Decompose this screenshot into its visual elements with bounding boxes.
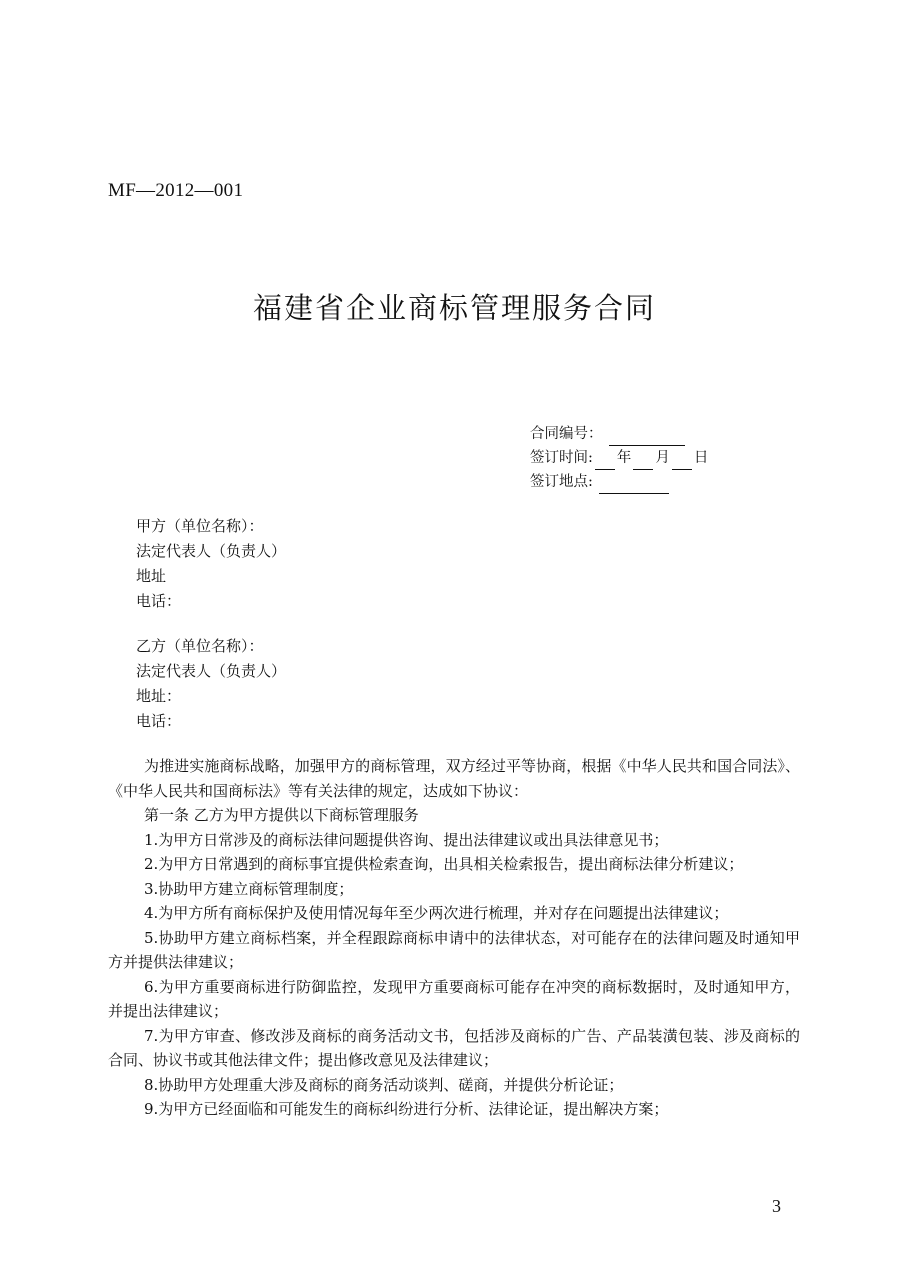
party-b-representative: 法定代表人（负责人）	[136, 662, 287, 680]
service-item-1: 1.为甲方日常涉及的商标法律问题提供咨询、提出法律建议或出具法律意见书；	[144, 830, 669, 849]
party-b-phone: 电话：	[136, 712, 182, 730]
contract-body	[108, 754, 800, 1122]
service-item-8: 8.协助甲方处理重大涉及商标的商务活动谈判、磋商，并提供分析论证；	[144, 1075, 624, 1094]
contract-meta	[530, 422, 708, 494]
sign-time-label: 签订时间:	[530, 450, 593, 466]
article-1-heading: 第一条 乙方为甲方提供以下商标管理服务	[144, 806, 419, 824]
service-item-5: 5.协助甲方建立商标档案，并全程跟踪商标申请中的法律状态，对可能存在的法律问题及时通知甲方并提供法律建议；	[108, 928, 800, 971]
year-blank	[595, 454, 615, 470]
service-item-6: 6.为甲方重要商标进行防御监控，发现甲方重要商标可能存在冲突的商标数据时，及时通知甲方，并提出法律建议；	[108, 977, 800, 1020]
intro-paragraph: 为推进实施商标战略，加强甲方的商标管理，双方经过平等协商，根据《中华人民共和国合同法》、《中华人民共和国商标法》等有关法律的规定，达成如下协议：	[108, 757, 800, 800]
service-item-2: 2.为甲方日常遇到的商标事宜提供检索查询，出具相关检索报告，提出商标法律分析建议；	[144, 855, 744, 873]
party-a-name: 甲方（单位名称）：	[136, 517, 264, 535]
party-a-address: 地址	[136, 567, 167, 585]
sign-place-label: 签订地点:	[530, 474, 593, 490]
day-blank	[672, 454, 692, 470]
service-item-3: 3.协助甲方建立商标管理制度；	[144, 879, 354, 898]
page-number: 3	[772, 1196, 781, 1216]
party-b-block	[136, 634, 286, 734]
sign-place-row	[530, 470, 708, 494]
month-label: 月	[655, 450, 670, 466]
contract-number-blank	[609, 430, 685, 446]
party-a-phone: 电话：	[136, 592, 182, 610]
contract-number-row	[530, 422, 708, 446]
document-code: MF—2012—001	[108, 180, 244, 201]
month-blank	[633, 454, 653, 470]
party-a-block	[136, 514, 286, 614]
service-item-9: 9.为甲方已经面临和可能发生的商标纠纷进行分析、法律论证，提出解决方案；	[144, 1100, 669, 1118]
sign-time-row	[530, 446, 708, 470]
contract-number-label: 合同编号：	[530, 426, 603, 442]
year-label: 年	[616, 450, 632, 466]
sign-place-blank	[599, 478, 669, 494]
party-a-representative: 法定代表人（负责人）	[136, 542, 287, 560]
party-b-name: 乙方（单位名称）：	[136, 637, 264, 655]
contract-title: 福建省企业商标管理服务合同	[252, 291, 656, 325]
party-b-address: 地址：	[136, 687, 182, 705]
service-item-7: 7.为甲方审查、修改涉及商标的商务活动文书，包括涉及商标的广告、产品装潢包装、涉及商标的合同、协议书或其他法律文件；提出修改意见及法律建议；	[108, 1026, 800, 1069]
service-item-4: 4.为甲方所有商标保护及使用情况每年至少两次进行梳理，并对存在问题提出法律建议；	[144, 904, 729, 922]
day-label: 日	[693, 450, 709, 466]
